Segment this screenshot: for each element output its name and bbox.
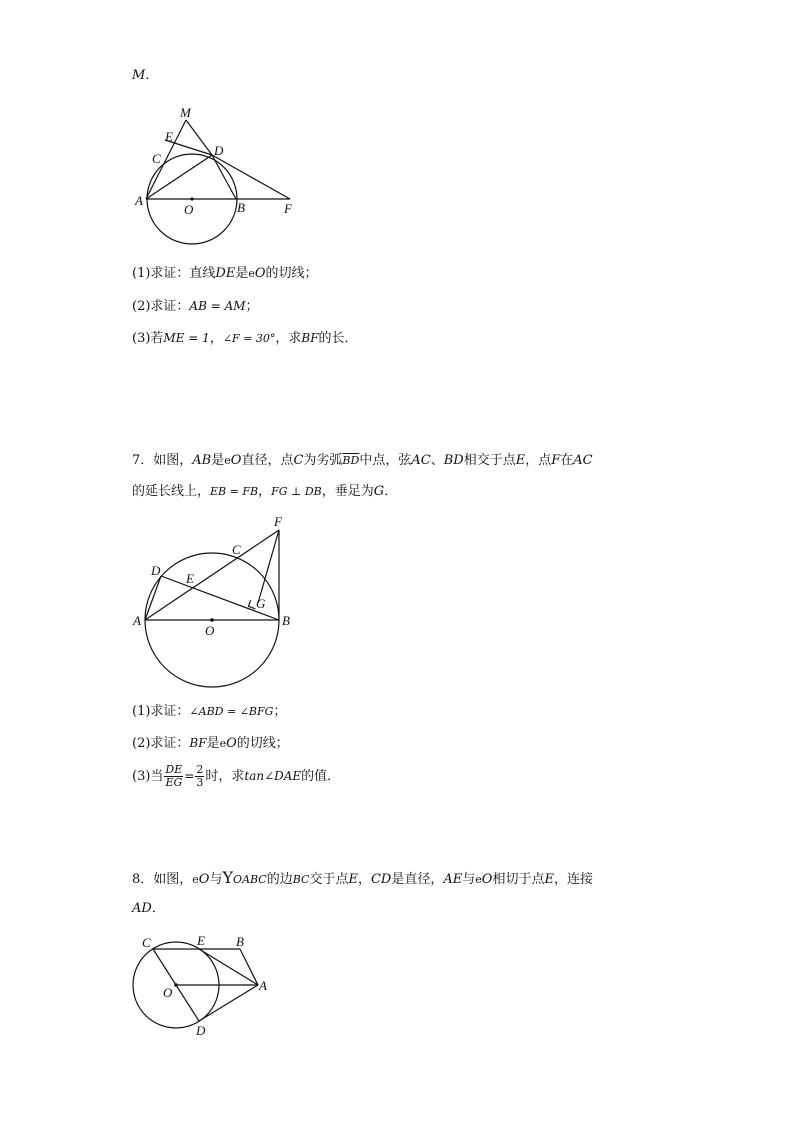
q6-label-e: E: [165, 129, 173, 144]
q8-stem-line2: AD．: [132, 901, 165, 916]
q6-part2: (2)求证：AB = AM；: [132, 299, 259, 314]
q7-label-d: D: [151, 563, 161, 578]
q7-label-e: E: [186, 571, 194, 586]
q8-label-c: C: [142, 935, 151, 950]
q6-label-f: F: [284, 201, 292, 216]
q7-label-a: A: [133, 613, 141, 628]
q7-stem-line1: 7．如图，AB是eO直径，点C为劣弧$\overline{BD}$中点，弦AC、BD相交于点E，点F在AC: [132, 453, 593, 468]
q6-label-m: M: [180, 105, 191, 120]
q6-label-d: D: [214, 143, 224, 158]
q6-label-c: C: [152, 151, 161, 166]
q7-part2: (2)求证：BF是eO的切线；: [132, 736, 289, 751]
q6-label-o: O: [184, 202, 194, 217]
q7-label-b: B: [282, 613, 290, 628]
q7-fraction-two-thirds: $\frac{2}{3}$: [196, 763, 204, 789]
q8-label-o: O: [163, 985, 173, 1000]
q8-center-dot: [174, 983, 178, 987]
q7-part3: (3)当 $\frac{DE}{EG}$ = $\frac{2}{3}$ 时，求tan∠DAE的值．: [132, 763, 341, 789]
q8-label-d: D: [196, 1023, 206, 1038]
q7-label-g: G: [256, 596, 266, 611]
q8-label-e: E: [197, 933, 205, 948]
q8-label-a: A: [259, 978, 267, 993]
q6-label-b: B: [237, 200, 245, 215]
q6-part3: (3)若ME = 1，∠F = 30°，求BF的长．: [132, 331, 358, 346]
q7-stem-line2: 的延长线上，EB = FB，FG ⊥ DB，垂足为G．: [132, 484, 398, 499]
q8-stem-line1: 8．如图，eO与YOABC的边BC交于点E，CD是直径，AE与eO相切于点E，连接: [132, 868, 593, 887]
q6-label-a: A: [135, 193, 143, 208]
q8-label-b: B: [236, 934, 244, 949]
q7-fraction-de-eg: $\frac{DE}{EG}$: [165, 763, 183, 789]
q6-lead: M．: [132, 68, 159, 83]
q8-line-da: [199, 985, 258, 1021]
q7-label-o: O: [205, 623, 215, 638]
q7-part1: (1)求证：∠ABD = ∠BFG；: [132, 704, 287, 719]
q6-part1: (1)求证：直线DE是eO的切线；: [132, 266, 318, 281]
q7-label-c: C: [232, 542, 241, 557]
q7-label-f: F: [274, 514, 282, 529]
